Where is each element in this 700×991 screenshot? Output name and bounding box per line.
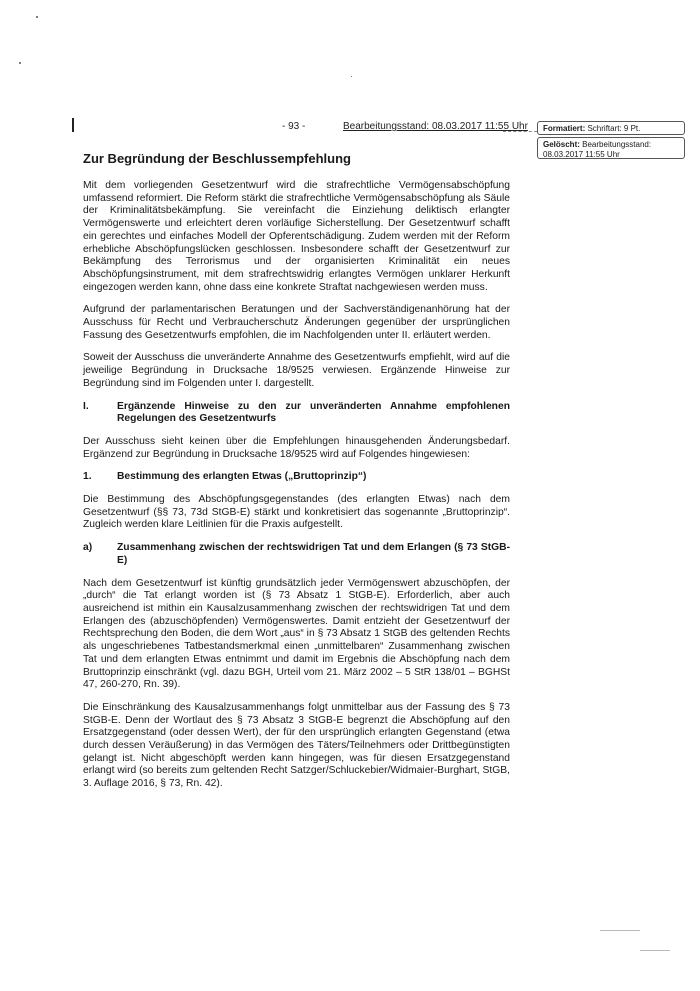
scan-speck bbox=[351, 76, 352, 77]
paragraph-intro: Mit dem vorliegenden Gesetzentwurf wird die strafrechtliche Vermögensabschöpfung umfassend reformiert. Die Reform stärkt die strafrechtliche Vermögensabschöpfung als Säule der Kriminalitätsbekämpfung. Sie vereinfacht die Einziehung deliktisch erlangter Vermögenswerte und erleichtert deren vorläufige Sicherstellung. Der Gesetzentwurf schafft ein gerechtes und einfaches Modell der Opferentschädigung. Zudem werden mit der Reform erhebliche Abschöpfungslücken geschlossen. Insbesondere schafft der Gesetzentwurf zur Bekämpfung des Terrorismus und der organisierten Kriminalität ein neues Abschöpfungsinstrument, mit dem strafrechtswidrig erlangtes Vermögen unklarer Herkunft eingezogen werden kann, ohne dass eine konkrete Straftat nachgewiesen werden muss. bbox=[83, 180, 510, 293]
page-title: Zur Begründung der Beschlussempfehlung bbox=[83, 151, 351, 166]
paragraph-nach: Nach dem Gesetzentwurf ist künftig grundsätzlich jeder Vermögenswert abzuschöpfen, der „durch“ die Tat erlangt worden ist (§ 73 Absatz 1 StGB-E). Erforderlich, aber auch ausreichend ist mithin ein Kausalzusammenhang zwischen der rechtswidrigen Tat und dem Erlangen des (abzuschöpfenden) Vermögenswertes. Damit entzieht der Gesetzentwurf der Rechtsprechung den Boden, die dem Wort „aus“ in § 73 Absatz 1 StGB des geltenden Rechts als ungeschriebenes Tatbestandsmerkmal einen „unmittelbaren“ Zusammenhang zwischen Tat und dem erlangten Etwas entnimmt und damit im Ergebnis die Abschöpfung nach dem Bruttoprinzip einschränkt (vgl. dazu BGH, Urteil vom 21. März 2002 – 5 StR 138/01 – BGHSt 47, 260-270, Rn. 39). bbox=[83, 577, 510, 691]
comment-text: Schriftart: 9 Pt. bbox=[587, 124, 641, 133]
paragraph-soweit: Soweit der Ausschuss die unveränderte Annahme des Gesetzentwurfs empfiehlt, wird auf die jeweilige Begründung in Drucksache 18/9525 verwiesen. Ergänzende Hinweise zur Begründung sind im Folgenden unter I. dargestellt. bbox=[83, 352, 510, 389]
section-heading-1 bbox=[83, 471, 510, 484]
scan-artifact bbox=[600, 930, 640, 931]
section-number: 1. bbox=[83, 471, 92, 483]
section-title: Ergänzende Hinweise zu den zur unveränderten Annahme empfohlenen Regelungen des Gesetzentwurfs bbox=[117, 400, 510, 425]
document-body bbox=[83, 151, 510, 801]
section-heading-a bbox=[83, 542, 510, 567]
section-number: I. bbox=[83, 400, 89, 412]
comment-connector bbox=[503, 131, 537, 132]
section-number: a) bbox=[83, 542, 93, 554]
comment-balloon-format[interactable] bbox=[537, 121, 685, 135]
comment-balloon-deleted[interactable] bbox=[537, 137, 685, 159]
paragraph-beratungen: Aufgrund der parlamentarischen Beratungen und der Sachverständigenanhörung hat der Ausschuss für Recht und Verbraucherschutz Änderungen gegenüber der ursprünglichen Fassung des Gesetzentwurfs empfohlen, die im Nachfolgenden unter II. erläutert werden. bbox=[83, 304, 510, 341]
paragraph-bestimmung: Die Bestimmung des Abschöpfungsgegenstandes (des erlangten Etwas) nach dem Gesetzentwurf (§§ 73, 73d StGB-E) stärkt und konkretisiert das sogenannte „Bruttoprinzip“. Zugleich werden klare Leitlinien für die Praxis aufgestellt. bbox=[83, 494, 510, 531]
comment-label: Formatiert: bbox=[543, 124, 586, 133]
section-heading-I bbox=[83, 401, 510, 426]
comment-text: Bearbeitungsstand: 08.03.2017 11:55 Uhr bbox=[543, 140, 652, 159]
scan-artifact bbox=[640, 950, 670, 951]
paragraph-einschraenkung: Die Einschränkung des Kausalzusammenhangs folgt unmittelbar aus der Fassung des § 73 StGB-E. Denn der Wortlaut des § 73 Absatz 3 StGB-E begrenzt die Abschöpfung auf den Ersatzgegenstand (oder dessen Wert), der für den ursprünglich erlangten Gegenstand (etwa durch dessen Veräußerung) in das Vermögen des Täters/Teilnehmers oder Drittbegünstigten gelangt ist. Nicht abgeschöpft werden kann hingegen, was für diesen Ersatzgegenstand erlangt wird (so bereits zum geltenden Recht Satzger/Schluckebier/Widmaier-Burghart, StGB, 3. Auflage 2016, § 73, Rn. 42). bbox=[83, 701, 510, 790]
section-title: Bestimmung des erlangten Etwas („Bruttoprinzip“) bbox=[117, 471, 367, 483]
scan-speck bbox=[19, 62, 21, 64]
section-title: Zusammenhang zwischen der rechtswidrigen Tat und dem Erlangen (§ 73 StGB-E) bbox=[117, 542, 510, 566]
scan-speck bbox=[36, 16, 38, 18]
header-status: Bearbeitungsstand: 08.03.2017 11:55 Uhr bbox=[343, 121, 528, 132]
page-number: - 93 - bbox=[282, 121, 306, 132]
comment-label: Gelöscht: bbox=[543, 140, 580, 149]
paragraph-ausschuss: Der Ausschuss sieht keinen über die Empfehlungen hinausgehenden Änderungsbedarf. Ergänzend zur Begründung in Drucksache 18/9525 wird auf Folgendes hingewiesen: bbox=[83, 435, 510, 460]
change-bar bbox=[72, 118, 74, 132]
